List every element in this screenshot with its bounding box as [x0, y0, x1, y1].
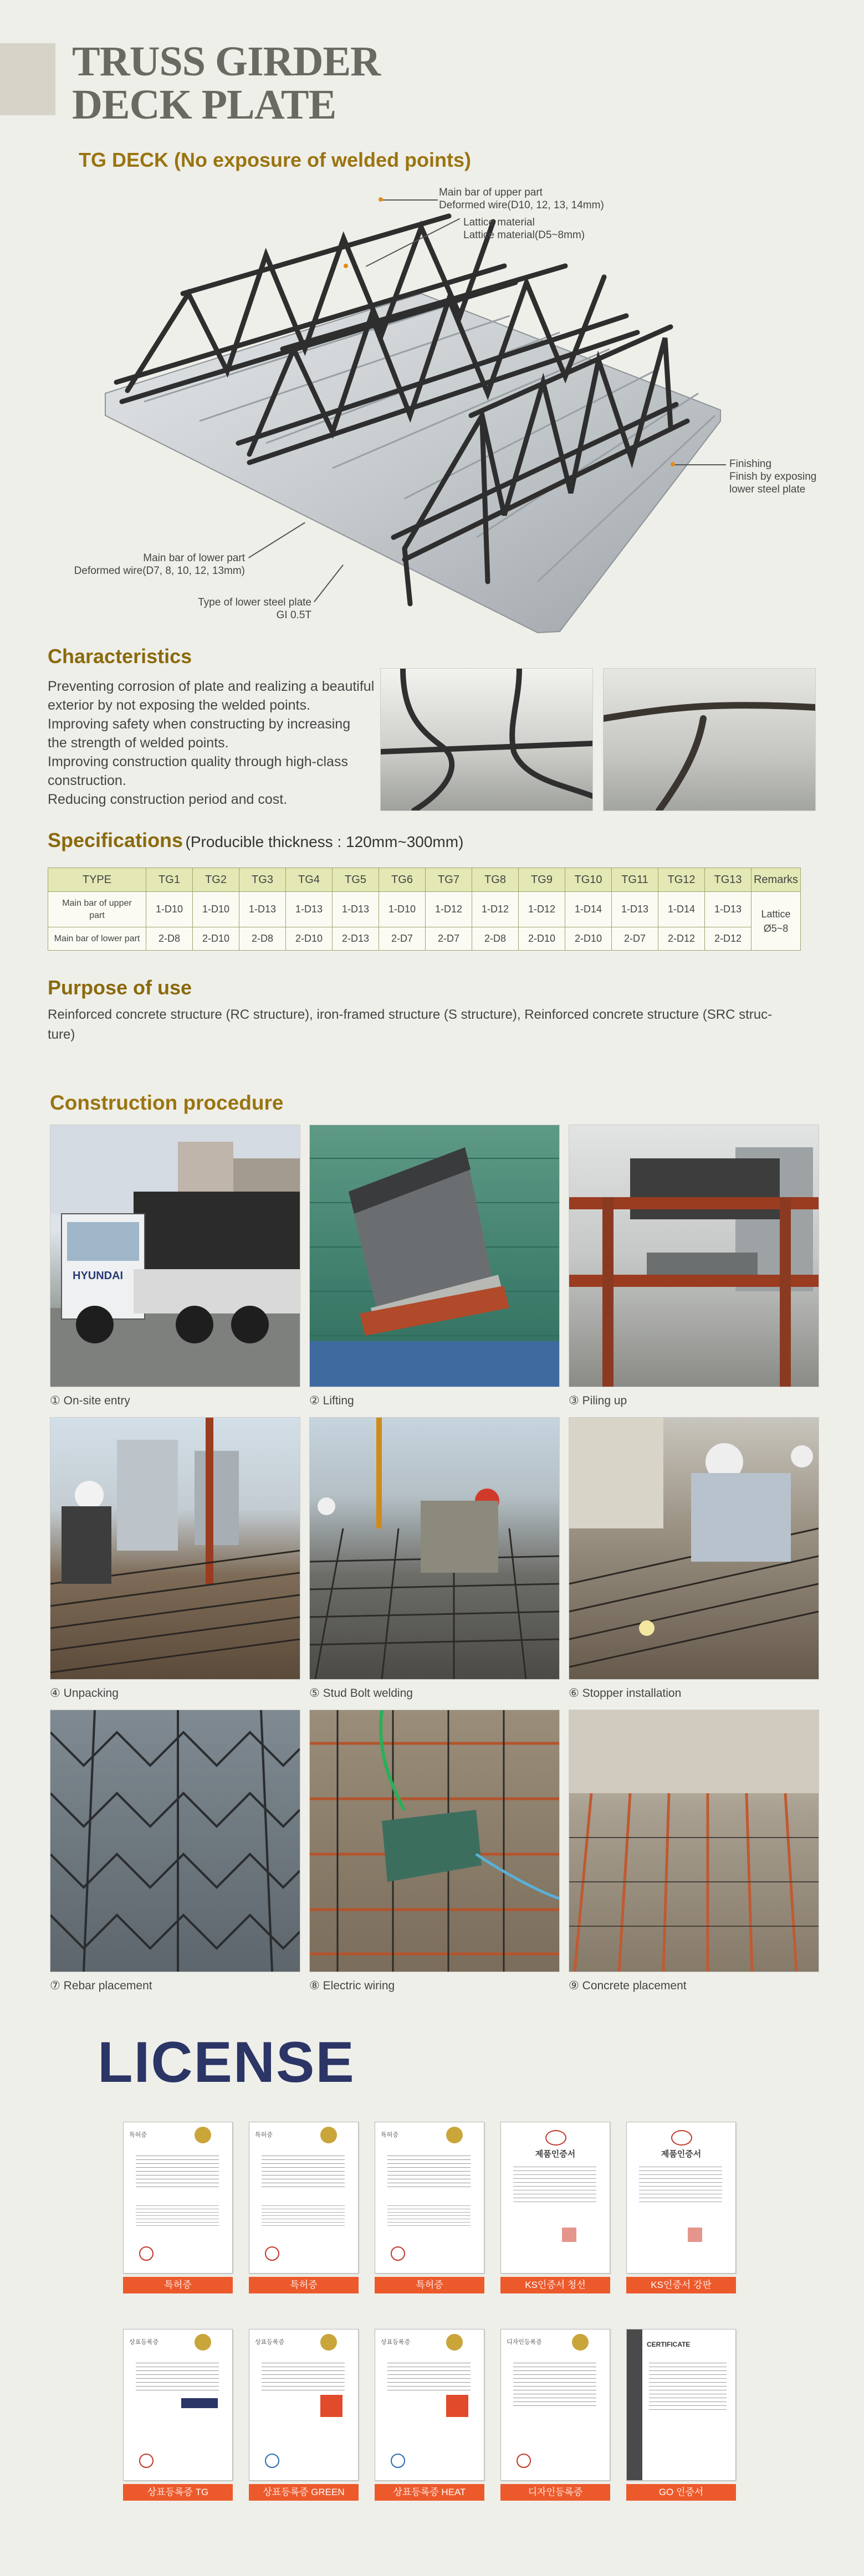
certificate-ks: [500, 2122, 610, 2274]
leader-dot: [671, 462, 675, 466]
col-header: TG6: [379, 868, 426, 892]
row-label: Main bar of lower part: [48, 927, 146, 951]
certificate-label: 상표등록증 GREEN: [249, 2484, 359, 2501]
table-cell: 2-D12: [705, 927, 751, 951]
brand-logo-icon: [446, 2395, 468, 2417]
truck-drawing: [50, 1125, 300, 1387]
remarks-cell: [751, 892, 801, 951]
certificate-trademark: [123, 2329, 233, 2481]
table-cell: 1-D10: [193, 892, 239, 927]
certificate-heading: 제품인증서: [661, 2149, 702, 2159]
unpacking-drawing: [50, 1418, 300, 1679]
table-cell: 1-D10: [146, 892, 193, 927]
col-header: TG5: [333, 868, 379, 892]
certificate-lines: [639, 2167, 722, 2205]
concrete-drawing: [569, 1710, 819, 1972]
certificate-label: 특허증: [123, 2277, 233, 2293]
leader-dot: [344, 264, 348, 268]
certificate-lines: [262, 2156, 345, 2189]
col-header: TG1: [146, 868, 193, 892]
table-cell: 2-D7: [612, 927, 658, 951]
callout-lower-bar: [73, 552, 245, 577]
gold-seal-icon: [446, 2334, 463, 2351]
certificate-heading: 상표등록증: [381, 2339, 411, 2346]
row-label-line: Main bar of upper: [62, 898, 132, 908]
col-header: TG4: [286, 868, 333, 892]
gold-seal-icon: [572, 2334, 589, 2351]
table-cell: 2-D13: [333, 927, 379, 951]
table-cell: 2-D10: [193, 927, 239, 951]
certificate-heading: 특허증: [381, 2132, 398, 2138]
specifications-title: Specifications: [48, 829, 183, 851]
stamp-icon: [517, 2454, 531, 2468]
table-cell: 2-D10: [286, 927, 333, 951]
gold-seal-icon: [195, 2127, 211, 2143]
photo-lifting: [309, 1125, 560, 1387]
col-header: TG7: [426, 868, 472, 892]
table-cell: 1-D13: [333, 892, 379, 927]
stamp-icon: [265, 2246, 279, 2261]
callout-upper-bar: [439, 186, 604, 212]
certificate-patent: [123, 2122, 233, 2274]
specifications-table: [48, 868, 801, 951]
header-accent-block: [0, 43, 55, 115]
specifications-subtitle: (Producible thickness : 120mm~300mm): [185, 833, 464, 850]
table-cell: 1-D13: [239, 892, 286, 927]
certificate-heading: 특허증: [255, 2132, 273, 2138]
table-cell: 2-D10: [565, 927, 612, 951]
callout-lower-title: Main bar of lower part: [143, 552, 245, 564]
table-cell: 1-D14: [658, 892, 705, 927]
callout-lattice-detail: Lattice material(D5~8mm): [463, 229, 585, 241]
table-cell: 2-D8: [472, 927, 519, 951]
certificate-lines: [387, 2363, 471, 2390]
detail-photo-closeup-drawing: [604, 669, 815, 810]
stamp-icon: [688, 2228, 702, 2242]
rebar-drawing: [50, 1710, 300, 1972]
col-header: TYPE: [48, 868, 146, 892]
certificate-lines: [387, 2205, 471, 2228]
callout-plate-type: [195, 596, 311, 622]
stopper-drawing: [569, 1418, 819, 1679]
stud-welding-drawing: [310, 1418, 559, 1679]
step-caption: ⑦ Rebar placement: [50, 1979, 152, 1992]
gold-seal-icon: [320, 2334, 337, 2351]
characteristics-line: construction.: [48, 773, 126, 788]
table-cell: 1-D13: [705, 892, 751, 927]
stamp-icon: [139, 2246, 154, 2261]
ks-mark-icon: [671, 2130, 692, 2146]
callout-finish-1: Finishing: [729, 458, 772, 470]
certificate-label: 상표등록증 TG: [123, 2484, 233, 2501]
certificate-lines: [136, 2205, 219, 2228]
brand-logo-icon: [181, 2398, 218, 2408]
table-cell: 1-D13: [286, 892, 333, 927]
characteristics-line: Improving construction quality through high-class: [48, 754, 348, 769]
certificate-patent: [375, 2122, 484, 2274]
characteristics-line: exterior by not exposing the welded points.: [48, 697, 310, 713]
callout-plate-title: Type of lower steel plate: [198, 597, 311, 608]
certificate-lines: [649, 2363, 727, 2413]
certificate-lines: [513, 2363, 596, 2407]
table-cell: 1-D10: [379, 892, 426, 927]
photo-rebar-placement: [50, 1710, 300, 1972]
piling-drawing: [569, 1125, 819, 1387]
certificate-heading: 상표등록증: [255, 2339, 285, 2346]
title-line-1: TRUSS GIRDER: [72, 38, 381, 85]
step-caption: ⑤ Stud Bolt welding: [309, 1687, 413, 1700]
gold-seal-icon: [446, 2127, 463, 2143]
wiring-drawing: [310, 1710, 559, 1972]
col-header: TG9: [519, 868, 565, 892]
certificate-heading: 디자인등록증: [507, 2339, 542, 2346]
step-caption: ② Lifting: [309, 1394, 354, 1407]
purpose-line: ture): [48, 1027, 75, 1042]
gold-seal-icon: [195, 2334, 211, 2351]
detail-photo-drawing: [381, 669, 592, 810]
certificate-heading: 상표등록증: [129, 2339, 159, 2346]
col-header: TG3: [239, 868, 286, 892]
certificate-label: 특허증: [375, 2277, 484, 2293]
license-title: LICENSE: [98, 2030, 355, 2095]
stamp-icon: [391, 2246, 405, 2261]
col-header: TG2: [193, 868, 239, 892]
row-label: [48, 892, 146, 927]
col-header: TG11: [612, 868, 658, 892]
remarks-line: Ø5~8: [763, 922, 789, 934]
characteristics-title: Characteristics: [48, 645, 192, 668]
col-header: TG8: [472, 868, 519, 892]
leader-line: [382, 199, 438, 201]
certificate-lines: [136, 2156, 219, 2189]
stamp-icon: [265, 2454, 279, 2468]
certificate-lines: [387, 2156, 471, 2189]
table-header-row: [48, 868, 801, 892]
photo-stud-bolt-welding: [309, 1417, 560, 1680]
col-header: Remarks: [751, 868, 801, 892]
photo-electric-wiring: [309, 1710, 560, 1972]
lifting-drawing: [310, 1125, 559, 1387]
purpose-title: Purpose of use: [48, 976, 192, 999]
procedure-title: Construction procedure: [50, 1091, 284, 1114]
callout-lower-detail: Deformed wire(D7, 8, 10, 12, 13mm): [74, 565, 245, 577]
characteristics-line: Reducing construction period and cost.: [48, 792, 288, 807]
title-line-2: DECK PLATE: [72, 81, 336, 128]
table-cell: 2-D8: [239, 927, 286, 951]
stamp-icon: [562, 2228, 576, 2242]
certificate-label: 디자인등록증: [500, 2484, 610, 2501]
leader-dot: [379, 197, 383, 202]
callout-upper-title: Main bar of upper part: [439, 187, 543, 198]
certificate-lines: [136, 2363, 219, 2390]
certificate-ks: [626, 2122, 736, 2274]
photo-concrete-placement: [569, 1710, 819, 1972]
leader-line: [673, 464, 726, 465]
table-cell: 1-D12: [472, 892, 519, 927]
remarks-line: Lattice: [761, 908, 791, 920]
stamp-icon: [139, 2454, 154, 2468]
table-row: [48, 892, 801, 927]
callout-plate-detail: GI 0.5T: [276, 609, 311, 621]
table-cell: 1-D13: [612, 892, 658, 927]
certificate-label: GO 인증서: [626, 2484, 736, 2501]
table-cell: 2-D7: [379, 927, 426, 951]
row-label-line: part: [89, 910, 105, 920]
col-header: TG12: [658, 868, 705, 892]
purpose-text: [48, 1005, 824, 1045]
col-header: TG13: [705, 868, 751, 892]
gold-seal-icon: [320, 2127, 337, 2143]
certificate-trademark: [375, 2329, 484, 2481]
callout-finish-3: lower steel plate: [729, 484, 806, 495]
characteristics-line: Improving safety when constructing by increasing: [48, 716, 351, 732]
photo-stopper-installation: [569, 1417, 819, 1680]
brand-logo-icon: [320, 2395, 342, 2417]
callout-upper-detail: Deformed wire(D10, 12, 13, 14mm): [439, 199, 604, 211]
photo-unpacking: [50, 1417, 300, 1680]
step-caption: ⑥ Stopper installation: [569, 1687, 682, 1700]
col-header: TG10: [565, 868, 612, 892]
detail-photo-closeup: [603, 668, 816, 811]
certificate-label: KS인증서 강판: [626, 2277, 736, 2293]
certificate-label: 특허증: [249, 2277, 359, 2293]
certificate-side-band: [627, 2329, 642, 2480]
page-title: [72, 40, 380, 126]
certificate-heading: 제품인증서: [535, 2149, 576, 2159]
stamp-icon: [391, 2454, 405, 2468]
step-caption: ① On-site entry: [50, 1394, 130, 1407]
certificate-label: 상표등록증 HEAT: [375, 2484, 484, 2501]
callout-finish-2: Finish by exposing: [729, 471, 817, 483]
step-caption: ⑧ Electric wiring: [309, 1979, 395, 1992]
characteristics-text: [48, 677, 380, 809]
certificate-heading: 특허증: [129, 2132, 147, 2138]
purpose-line: Reinforced concrete structure (RC structure), iron-framed structure (S structure), Reinforced concrete structure (SRC struc-: [48, 1007, 773, 1022]
characteristics-line: the strength of welded points.: [48, 735, 229, 751]
table-cell: 1-D12: [426, 892, 472, 927]
characteristics-line: Preventing corrosion of plate and realizing a beautiful: [48, 679, 375, 694]
table-cell: 1-D12: [519, 892, 565, 927]
callout-lattice: [463, 216, 585, 242]
certificate-patent: [249, 2122, 359, 2274]
certificate-trademark: [249, 2329, 359, 2481]
tg-deck-title: TG DECK (No exposure of welded points): [79, 148, 472, 171]
certificate-label: KS인증서 청선: [500, 2277, 610, 2293]
certificate-heading: CERTIFICATE: [647, 2341, 691, 2348]
certificate-lines: [513, 2167, 596, 2205]
table-cell: 2-D10: [519, 927, 565, 951]
table-cell: 1-D14: [565, 892, 612, 927]
certificate-go: [626, 2329, 736, 2481]
specifications-heading: [48, 829, 463, 852]
table-cell: 2-D8: [146, 927, 193, 951]
certificate-lines: [262, 2363, 345, 2390]
table-row: [48, 927, 801, 951]
step-caption: ⑨ Concrete placement: [569, 1979, 687, 1992]
photo-on-site-entry: [50, 1125, 300, 1387]
step-caption: ④ Unpacking: [50, 1687, 119, 1700]
ks-mark-icon: [545, 2130, 566, 2146]
certificate-lines: [262, 2205, 345, 2228]
callout-lattice-title: Lattice material: [463, 217, 535, 228]
photo-piling-up: [569, 1125, 819, 1387]
detail-photo-welded: [380, 668, 593, 811]
specifications-table-wrap: [48, 868, 801, 951]
certificate-design: [500, 2329, 610, 2481]
table-cell: 2-D7: [426, 927, 472, 951]
callout-finishing: [729, 458, 816, 496]
truck-brand-text: HYUNDAI: [73, 1270, 124, 1282]
table-cell: 2-D12: [658, 927, 705, 951]
step-caption: ③ Piling up: [569, 1394, 627, 1407]
